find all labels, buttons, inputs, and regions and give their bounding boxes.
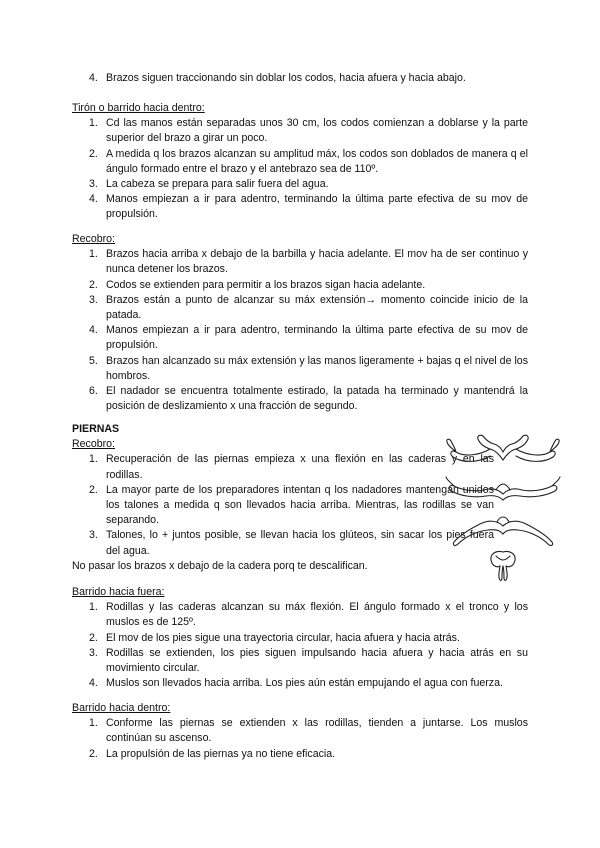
item-text: Brazos hacia arriba x debajo de la barbilla y hacia adelante. El mov ha de ser continuo y nunca detener los brazos. (106, 248, 528, 276)
list-item (72, 646, 528, 676)
rule-note: No pasar los brazos x debajo de la cadera porq te descalifican. (72, 559, 368, 572)
item-number: 3. (89, 529, 98, 542)
item-number: 2. (89, 147, 98, 160)
list-item (72, 147, 528, 177)
item-number: 4. (89, 72, 98, 84)
section-tiron (72, 101, 528, 223)
item-text: Talones, lo + juntos posible, se llevan hacia los glúteos, sin sacar los pies fuera del agua. (106, 529, 494, 557)
list-item (72, 71, 528, 86)
section-heading: Barrido hacia fuera: (72, 586, 165, 598)
item-number: 1. (89, 717, 98, 730)
item-text: Rodillas y las caderas alcanzan su máx flexión. El ángulo formado x el tronco y los muslos es de 125º. (106, 601, 528, 629)
list-item (72, 452, 494, 482)
item-number: 3. (89, 646, 98, 659)
list-item (72, 247, 528, 277)
list-item (72, 528, 494, 558)
list-item (72, 384, 528, 414)
item-text: Manos empiezan a ir para adentro, terminando la última parte efectiva de su mov de propulsión. (106, 193, 528, 221)
list-item (72, 354, 528, 384)
item-text: Muslos son llevados hacia arriba. Los pies aún están empujando el agua con fuerza. (106, 677, 503, 690)
list-item (72, 600, 528, 630)
item-number: 4. (89, 193, 98, 206)
list-item (72, 716, 528, 746)
list-item (72, 278, 528, 293)
item-text: La mayor parte de los preparadores intentan q los nadadores mantengan unidos los talones a medida q son llevados hacia arriba. Mientras, las rodillas se van separando. (106, 483, 494, 527)
breaststroke-kick-illustration (444, 432, 562, 582)
item-number: 4. (89, 324, 98, 337)
item-text: Rodillas se extienden, los pies siguen impulsando hacia afuera y hacia atrás en su movimiento circular. (106, 646, 528, 675)
item-number: 2. (89, 631, 98, 644)
item-text: La cabeza se prepara para salir fuera del agua. (106, 178, 329, 191)
item-number: 3. (89, 293, 98, 306)
item-number: 2. (89, 278, 98, 291)
kick-phase-2-figure (446, 477, 560, 500)
item-number: 1. (89, 248, 98, 261)
item-number: 5. (89, 354, 98, 367)
list-item (72, 483, 494, 529)
item-text: Cd las manos están separadas unos 30 cm, los codos comienzan a doblarse y la parte superior del brazo a girar un poco. (106, 117, 528, 145)
item-number: 1. (89, 453, 98, 466)
section-recobro-brazos (72, 232, 528, 414)
item-number: 1. (89, 601, 98, 614)
list-item (72, 192, 528, 222)
item-text: Brazos están a punto de alcanzar su máx extensión→ momento coincide inicio de la patada. (106, 293, 528, 322)
list-item (72, 747, 528, 762)
section-heading: Recobro: (72, 233, 115, 245)
item-number: 4. (89, 677, 98, 690)
item-text: Conforme las piernas se extienden x las rodillas, tienden a juntarse. Los muslos continúan su ascenso. (106, 717, 528, 745)
item-number: 3. (89, 178, 98, 191)
list-item (72, 323, 528, 353)
item-text: Recuperación de las piernas empieza x una flexión en las caderas y en las rodillas. (106, 453, 494, 481)
list-item (72, 631, 528, 646)
list-item (72, 293, 528, 323)
item-number: 6. (89, 385, 98, 398)
list-item (72, 676, 528, 691)
item-number: 2. (89, 483, 98, 496)
section-heading: Tirón o barrido hacia dentro: (72, 102, 205, 114)
section-heading: Recobro: (72, 438, 115, 451)
list-item (72, 116, 528, 146)
section-heading: Barrido hacia dentro: (72, 702, 171, 714)
item-text: La propulsión de las piernas ya no tiene eficacia. (106, 747, 336, 760)
kick-phase-1-figure (447, 435, 559, 461)
item-number: 1. (89, 117, 98, 130)
item-text: El mov de los pies sigue una trayectoria circular, hacia afuera y hacia atrás. (106, 631, 460, 644)
kick-phase-3-figure (453, 517, 552, 545)
list-item (72, 177, 528, 192)
item-text: Manos empiezan a ir para adentro, terminando la última parte efectiva de su mov de propulsión. (106, 324, 528, 352)
item-text: A medida q los brazos alcanzan su amplitud máx, los codos son doblados de manera q el ángulo formado entre el brazo y el antebrazo sea de 110º. (106, 147, 528, 175)
kick-phase-4-figure (491, 551, 515, 580)
arm-pull-list-end (72, 71, 528, 86)
section-title: PIERNAS (72, 423, 120, 435)
item-text: Codos se extienden para permitir a los brazos sigan hacia adelante. (106, 278, 426, 291)
item-number: 2. (89, 747, 98, 760)
section-barrido-fuera (72, 585, 528, 691)
item-text: Brazos siguen traccionando sin doblar los codos, hacia afuera y hacia abajo. (106, 72, 466, 84)
section-barrido-dentro (72, 701, 528, 762)
item-text: El nadador se encuentra totalmente estirado, la patada ha terminado y mantendrá la posición de deslizamiento x una fracción de segundo. (106, 385, 528, 413)
item-text: Brazos han alcanzado su máx extensión y las manos ligeramente + bajas q el nivel de los hombros. (106, 354, 528, 382)
